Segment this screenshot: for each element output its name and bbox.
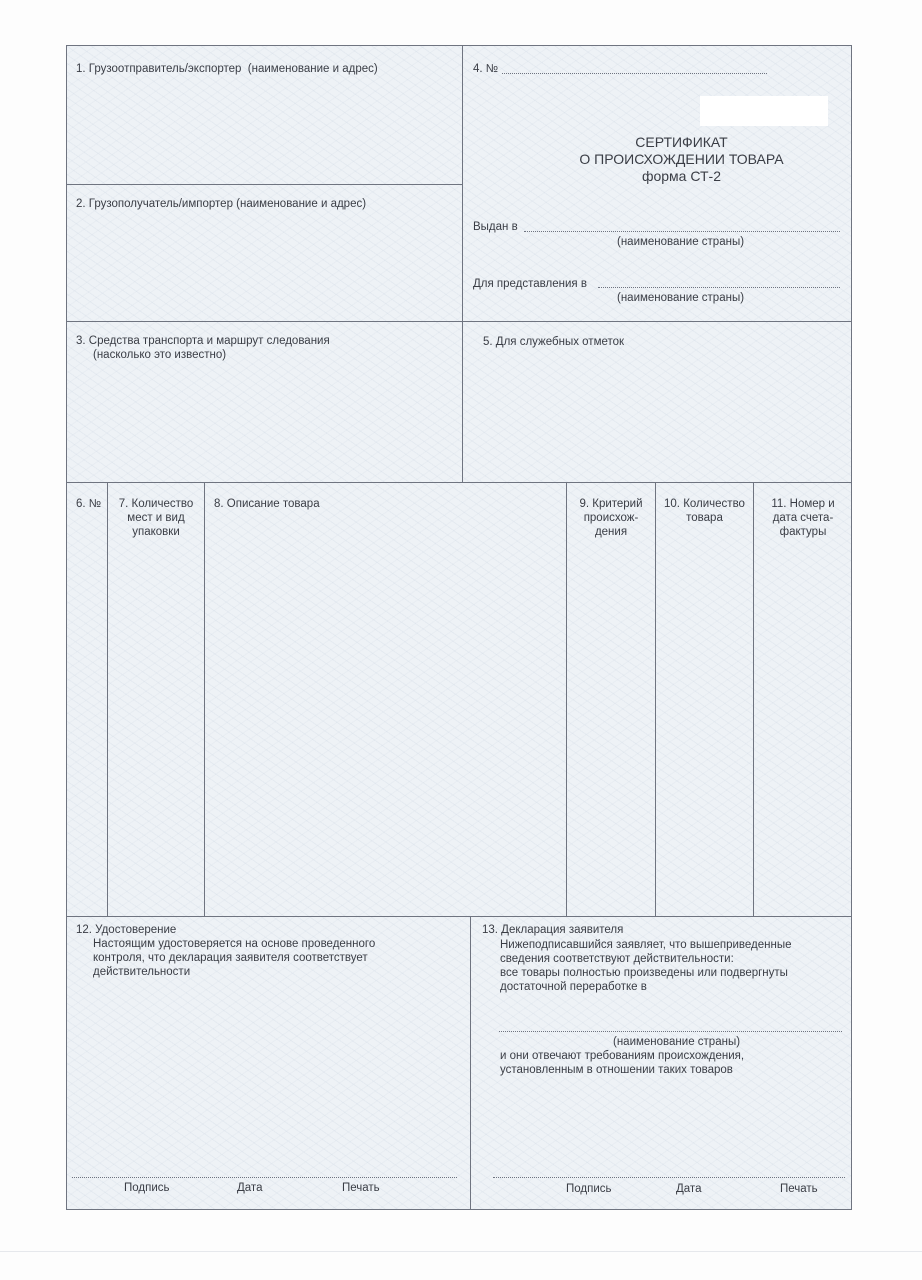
col8-header: 8. Описание товара <box>214 498 320 510</box>
col7-header-line3: упаковки <box>132 526 180 538</box>
box1-label: 1. Грузоотправитель/экспортер (наименование и адрес) <box>76 63 378 75</box>
col10-header-line1: 10. Количество <box>664 498 745 510</box>
box12-date-label: Дата <box>237 1182 263 1194</box>
presented-in-field[interactable] <box>598 287 840 288</box>
box13-body-line1: Нижеподписавшийся заявляет, что вышеприведенные <box>500 939 792 951</box>
col9-header-line1: 9. Критерий <box>579 498 643 510</box>
divider-row4 <box>67 916 852 917</box>
box13-signature-label: Подпись <box>566 1183 612 1195</box>
col10-header-line2: товара <box>686 512 723 524</box>
divider-top-vertical <box>462 46 463 482</box>
divider-row2 <box>67 321 852 322</box>
box13-signature-line[interactable] <box>493 1177 845 1178</box>
box12-body-line2: контроля, что декларация заявителя соответствует <box>93 952 368 964</box>
box12-body-line1: Настоящим удостоверяется на основе проведенного <box>93 938 376 950</box>
issued-in-field[interactable] <box>524 231 840 232</box>
box13-body2-line2: установленным в отношении таких товаров <box>500 1064 733 1076</box>
divider-col7-col8 <box>204 482 205 916</box>
box13-body-line2: сведения соответствуют действительности: <box>500 953 734 965</box>
col9-header-line3: дения <box>594 526 628 538</box>
divider-row3 <box>67 482 852 483</box>
box13-body2-line1: и они отвечают требованиям происхождения, <box>500 1050 745 1062</box>
presented-in-label: Для представления в <box>473 278 587 290</box>
certificate-form-name: форма СТ-2 <box>641 168 722 184</box>
box12-title: 12. Удостоверение <box>76 924 177 936</box>
box13-country-hint: (наименование страны) <box>613 1036 741 1048</box>
divider-col9-col10 <box>655 482 656 916</box>
divider-col10-col11 <box>753 482 754 916</box>
box5-label: 5. Для служебных отметок <box>483 336 625 348</box>
box12-signature-line[interactable] <box>72 1177 457 1178</box>
page-edge-line <box>0 1251 922 1252</box>
box13-body-line4: достаточной переработке в <box>500 981 647 993</box>
certificate-subtitle: О ПРОИСХОЖДЕНИИ ТОВАРА <box>579 151 784 167</box>
box13-seal-label: Печать <box>780 1183 818 1195</box>
col11-header-line2: дата счета- <box>772 512 834 524</box>
divider-bottom-vertical <box>470 916 471 1210</box>
issued-in-hint: (наименование страны) <box>617 236 745 248</box>
box12-seal-label: Печать <box>342 1182 380 1194</box>
redacted-area <box>700 96 828 126</box>
box12-body-line3: действительности <box>93 966 191 978</box>
divider-col8-col9 <box>566 482 567 916</box>
col6-header: 6. № <box>76 498 102 510</box>
box13-body-line3: все товары полностью произведены или подвергнуты <box>500 967 788 979</box>
col7-header-line2: мест и вид <box>127 512 185 524</box>
box13-date-label: Дата <box>676 1183 702 1195</box>
box13-country-field[interactable] <box>499 1031 842 1032</box>
box3-label: 3. Средства транспорта и маршрут следования <box>76 335 330 347</box>
box2-label: 2. Грузополучатель/импортер (наименование и адрес) <box>76 198 367 210</box>
box12-signature-label: Подпись <box>124 1182 170 1194</box>
divider-col6-col7 <box>107 482 108 916</box>
col7-header-line1: 7. Количество <box>118 498 194 510</box>
box3-label-note: (насколько это известно) <box>93 349 227 361</box>
certificate-form <box>66 45 852 1210</box>
issued-in-label: Выдан в <box>473 221 518 233</box>
col11-header-line3: фактуры <box>779 526 827 538</box>
col11-header-line1: 11. Номер и <box>771 498 835 510</box>
box13-title: 13. Декларация заявителя <box>482 924 624 936</box>
box4-number-label: 4. № <box>473 63 499 75</box>
certificate-title: СЕРТИФИКАТ <box>635 134 728 150</box>
box4-number-field[interactable] <box>502 73 767 74</box>
presented-in-hint: (наименование страны) <box>617 292 745 304</box>
divider-box1-box2 <box>67 184 462 185</box>
col9-header-line2: происхож- <box>583 512 639 524</box>
